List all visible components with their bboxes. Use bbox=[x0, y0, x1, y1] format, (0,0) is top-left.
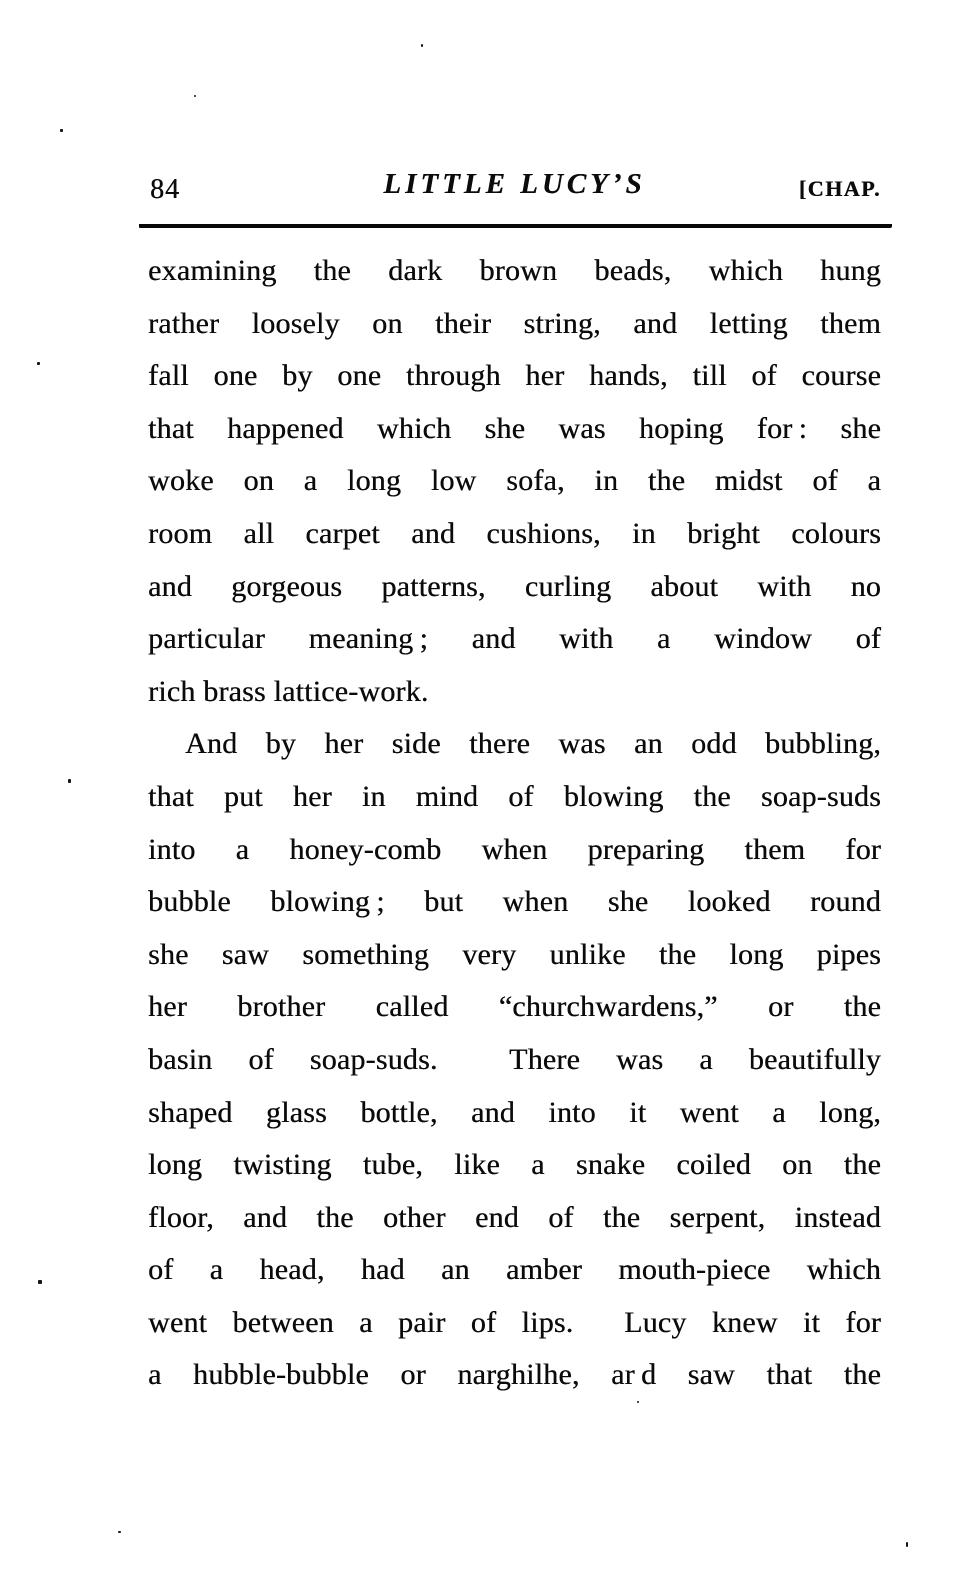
text-line: that put her in mind of blowing the soap-suds bbox=[148, 779, 881, 813]
scan-speck bbox=[60, 129, 63, 132]
text-line: particular meaning ; and with a window of bbox=[148, 622, 881, 656]
running-title: LITTLE LUCY’S bbox=[383, 168, 646, 200]
text-line: floor, and the other end of the serpent, instead bbox=[148, 1200, 881, 1234]
chapter-marker: [CHAP. bbox=[798, 176, 881, 201]
text-line: and gorgeous patterns, curling about with no bbox=[148, 569, 881, 603]
text-line: examining the dark brown beads, which hung bbox=[148, 254, 881, 287]
text-line: that happened which she was hoping for : she bbox=[148, 411, 881, 445]
running-header bbox=[148, 166, 881, 214]
text-line: long twisting tube, like a snake coiled on the bbox=[148, 1148, 881, 1182]
scan-speck bbox=[906, 1542, 908, 1547]
text-line: fall one by one through her hands, till of course bbox=[148, 359, 881, 393]
header-rule bbox=[139, 224, 892, 228]
scan-speck bbox=[194, 95, 196, 97]
text-line: of a head, had an amber mouth-piece which bbox=[148, 1253, 881, 1287]
scan-speck bbox=[38, 1280, 42, 1284]
text-line: her brother called “churchwardens,” or the bbox=[148, 990, 881, 1024]
page-text bbox=[148, 245, 881, 1402]
text-line: went between a pair of lips. Lucy knew it for bbox=[148, 1305, 881, 1339]
scan-speck bbox=[637, 1401, 639, 1403]
text-line: rather loosely on their string, and letting them bbox=[148, 306, 881, 340]
text-line: into a honey-comb when preparing them for bbox=[148, 832, 881, 866]
scan-speck bbox=[421, 44, 423, 47]
scan-speck bbox=[118, 1531, 121, 1533]
text-line: basin of soap-suds. There was a beautifully bbox=[148, 1042, 881, 1076]
text-line: woke on a long low sofa, in the midst of a bbox=[148, 464, 881, 498]
scan-speck bbox=[68, 779, 71, 783]
text-line: And by her side there was an odd bubbling, bbox=[185, 727, 881, 761]
text-line: shaped glass bottle, and into it went a long, bbox=[148, 1095, 881, 1129]
text-line: room all carpet and cushions, in bright colours bbox=[148, 516, 881, 550]
text-line: she saw something very unlike the long pipes bbox=[148, 937, 881, 971]
text-line: a hubble-bubble or narghilhe, ar d saw that the bbox=[148, 1358, 881, 1392]
scan-speck bbox=[37, 362, 40, 365]
text-line: rich brass lattice-work. bbox=[148, 674, 429, 708]
text-line: bubble blowing ; but when she looked round bbox=[148, 885, 881, 919]
page-number: 84 bbox=[150, 174, 180, 205]
